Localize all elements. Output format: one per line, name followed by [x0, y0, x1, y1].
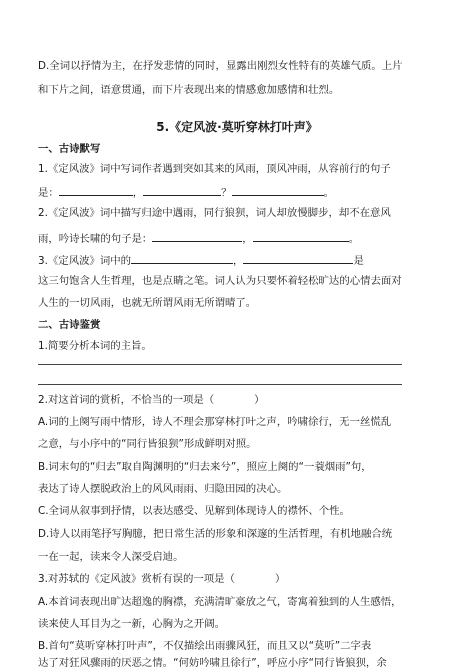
- q1-line1: 1.《定风波》词中写词作者遇到突如其来的风雨，顶风冲雨，从容前行的句子: [38, 163, 391, 175]
- q2-option-a-line1: A.词的上阕写雨中情形，诗人不理会那穿林打叶之声，吟啸徐行，无一丝慌乱: [38, 416, 392, 428]
- q3-sep-1: ，: [233, 255, 244, 267]
- q2-option-d-line1: D.诗人以雨笔抒写胸臆，把日常生活的形象和深邃的生活哲理，有机地融合统: [38, 528, 393, 540]
- q2-line1: 2.《定风波》词中描写归途中遇雨，同行狼狈，词人却放慢脚步，却不在意风: [38, 207, 391, 219]
- answer-line-1[interactable]: [38, 364, 402, 365]
- answer-line-2[interactable]: [38, 384, 402, 385]
- q3-blank-1[interactable]: [131, 252, 233, 264]
- q3-line2: 这三句饱含人生哲理，也是点睛之笔。词人认为只要怀着轻松旷达的心情去面对: [38, 275, 402, 287]
- q2-stem-text: 2.对这首词的赏析，不恰当的一项是（: [38, 394, 215, 406]
- q1-blank-2[interactable]: [143, 184, 221, 196]
- q2-stem-close: ）: [254, 394, 265, 406]
- q1-blank-3[interactable]: [232, 184, 324, 196]
- q2-sep-1: ，: [242, 233, 253, 245]
- q2-option-b-line2: 表达了诗人摆脱政治上的风风雨雨、归隐田园的决心。: [38, 483, 288, 495]
- section-heading-recitation: 一、古诗默写: [38, 143, 101, 155]
- appreciation-q1: 1.简要分析本词的主旨。: [38, 340, 152, 352]
- q1-sep-1: ，: [132, 187, 144, 199]
- q3-line1: [38, 252, 364, 268]
- q2-option-c: C.全词从叙事到抒情，以表达感受、见解到体现诗人的襟怀、个性。: [38, 505, 350, 517]
- q3-option-b-line2: 达了对狂风骤雨的厌恶之情。“何妨吟啸且徐行”，呼应小序“同行皆狼狈，余: [38, 657, 387, 669]
- q2-sep-2: 。: [348, 233, 360, 245]
- q3-stem-close: ）: [274, 573, 286, 585]
- q3-suffix: 是: [353, 255, 364, 267]
- appreciation-q2-stem: [38, 393, 265, 407]
- q2-blank-1[interactable]: [152, 230, 242, 242]
- q3-line3: 人生的一切风雨，也就无所谓风雨无所谓晴了。: [38, 297, 257, 309]
- q3-option-a-line1: A.本首词表现出旷达超逸的胸襟，充满清旷豪放之气，寄寓着独到的人生感悟，: [38, 596, 402, 608]
- q1-line2: [38, 184, 334, 200]
- q1-prefix: 是：: [38, 187, 59, 199]
- q2-option-b-line1: B.词末句的“归去”取自陶渊明的“归去来兮”，照应上阕的“一蓑烟雨”句，: [38, 461, 372, 473]
- q1-sep-2: ？: [221, 187, 232, 199]
- prev-option-d-line1: D.全词以抒情为主，在抒发悲情的同时，显露出刚烈女性特有的英雄气质。上片: [38, 60, 403, 72]
- q3-stem-text: 3.对苏轼的《定风波》赏析有误的一项是（: [38, 573, 235, 585]
- q3-option-b-line1: B.首句“莫听穿林打叶声”，不仅描绘出雨骤风狂，而且又以“莫听”二字表: [38, 640, 372, 652]
- q2-prefix: 雨，吟诗长啸的句子是：: [38, 233, 153, 245]
- q2-option-d-line2: 一在一起，读来令人深受启迪。: [38, 551, 184, 563]
- q2-option-a-line2: 之意，与小序中的“同行皆狼狈”形成鲜明对照。: [38, 438, 257, 450]
- poem-title: 5.《定风波·莫听穿林打叶声》: [156, 120, 318, 134]
- prev-option-d-line2: 和下片之间，语意贯通，而下片表现出来的情感愈加感情和壮烈。: [38, 84, 340, 96]
- q2-line2: [38, 230, 359, 246]
- appreciation-q3-stem: [38, 572, 285, 586]
- q3-option-a-line2: 读来使人耳目为之一新，心胸为之开阔。: [38, 618, 226, 630]
- section-heading-appreciation: 二、古诗鉴赏: [38, 319, 101, 331]
- q2-blank-2[interactable]: [253, 230, 349, 242]
- q3-blank-2[interactable]: [243, 252, 353, 264]
- q3-prefix: 3.《定风波》词中的: [38, 255, 132, 267]
- q1-blank-1[interactable]: [59, 184, 133, 196]
- q1-sep-3: 。: [323, 187, 334, 199]
